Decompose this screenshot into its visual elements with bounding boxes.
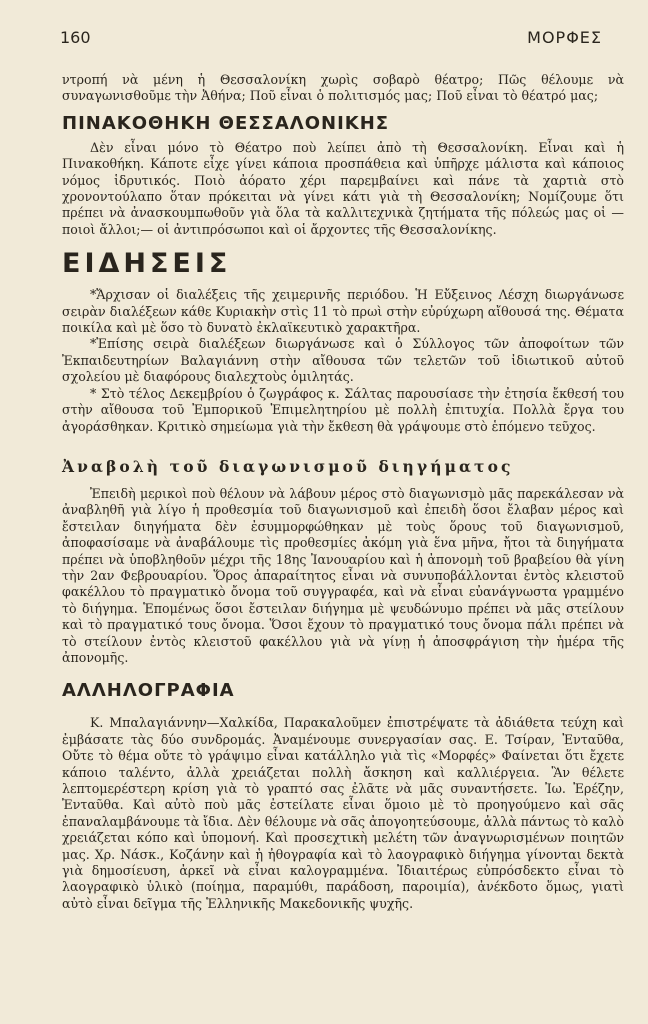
anavoli-heading: Ἀναβολὴ τοῦ διαγωνισμοῦ διηγήματος — [62, 456, 514, 476]
eidiseis-heading: ΕΙΔΗΣΕΙΣ — [62, 248, 232, 280]
news-item-lectures: *Ἄρχισαν οἱ διαλέξεις τῆς χειμερινῆς περιόδου. Ἡ Εὔξεινος Λέσχη διωργάνωσε σειρὰν διαλέξεων κάθε Κυριακὴν στὶς 11 τὸ πρωὶ στὴν εὐρύχωρη αἴθουσά της. Θέματα ποικίλα καὶ μὲ ὅσο τὸ δυνατὸ ἐκλαϊκευτικὸ χαρακτῆρα. — [62, 287, 624, 336]
page-header — [0, 28, 648, 50]
pinakothiki-heading: ΠΙΝΑΚΟΘΗΚΗ ΘΕΣΣΑΛΟΝΙΚΗΣ — [62, 112, 390, 134]
news-item-exhibition: * Στὸ τέλος Δεκεμβρίου ὁ ζωγράφος κ. Σάλτας παρουσίασε τὴν ἐτησία ἔκθεσή του στὴν αἴθουσα τοῦ Ἐμπορικοῦ Ἐπιμελητηρίου μὲ πολλὴ ἐπιτυχία. Πολλὰ ἔργα του ἀγοράσθηκαν. Κριτικὸ σημείωμα γιὰ τὴν ἔκθεση θὰ γράψουμε στὸ ἑπόμενο τεῦχος. — [62, 385, 624, 434]
pinakothiki-paragraph: Δὲν εἶναι μόνο τὸ Θέατρο ποὺ λείπει ἀπὸ τὴ Θεσσαλονίκη. Εἶναι καὶ ἡ Πινακοθήκη. Κάποτε εἶχε γίνει κάποια προσπάθεια καὶ ὑπῆρχε μάλιστα καὶ κάποιος νόμος ἱδρυτικός. Ποιὸ ἀόρατο χέρι παρεμβαίνει καὶ πάνε τὰ χαρτιὰ στὸ χρονοντούλαπο ὅταν πρόκειται νὰ γίνει κάτι γιὰ τὴ Θεσσαλονίκη; Νομίζουμε ὅτι πρέπει νὰ ἀνασκουμπωθοῦν γιὰ ὅλα τὰ καλλιτεχνικὰ ζητήματα τῆς πόλεώς μας οἱ —ποιοὶ ἄλλοι;— οἱ ἀντιπρόσωποι καὶ οἱ ἄρχοντες τῆς Θεσσαλονίκης. — [62, 139, 624, 237]
journal-name: ΜΟΡΦΕΣ — [527, 28, 602, 47]
allilografia-heading: ΑΛΛΗΛΟΓΡΑΦΙΑ — [62, 680, 235, 702]
intro-paragraph: ντροπή νὰ μένη ἡ Θεσσαλονίκη χωρὶς σοβαρὸ θέατρο; Πῶς θέλουμε νὰ συναγωνισθοῦμε τὴν Ἀθήνα; Ποῦ εἶναι ὁ πολιτισμός μας; Ποῦ εἶναι τὸ θέατρό μας; — [62, 72, 624, 104]
page-content — [62, 72, 624, 912]
anavoli-paragraph: Ἐπειδὴ μερικοὶ ποὺ θέλουν νὰ λάβουν μέρος στὸ διαγωνισμὸ μᾶς παρεκάλεσαν νὰ ἀναβληθῆ γιὰ λίγο ἡ προθεσμία τοῦ διαγωνισμοῦ καὶ ἐπειδὴ ὅσοι ἔλαβαν μέρος καὶ ἔστειλαν διηγήματα δὲν ἐσυμμορφώθηκαν μὲ τοὺς ὅρους τοῦ διαγωνισμοῦ, ἀποφασίσαμε νὰ ἀναβάλουμε τὶς προθεσμίες ἀκόμη γιὰ ἕνα μῆνα, ἤτοι τὰ διηγήματα πρέπει νὰ ὑποβληθοῦν μέχρι τῆς 18ης Ἰανουαρίου καὶ ἡ ἀπονομὴ τοῦ βραβείου θὰ γίνη τὴν 2αν Φεβρουαρίου. Ὅρος ἀπαραίτητος εἶναι νὰ συνυποβάλλονται ἐντὸς κλειστοῦ φακέλλου τὸ πραγματικὸ ὄνομα τοῦ συγγραφέα, καὶ νὰ εἶναι εὐανάγνωστα γραμμένο τὸ διήγημα. Ἑπομένως ὅσοι ἔστειλαν διήγημα μὲ ψευδώνυμο πρέπει νὰ μᾶς στείλουν καὶ τὸ πραγματικό τους ὄνομα. Ὅσοι ἔχουν τὸ πραγματικό τους ὄνομα πάλι πρέπει νὰ τὸ στείλουν ἐντὸς κλειστοῦ φακέλλου γιὰ νὰ γίνῃ ἡ ἀποσφράγιση τὴν ἡμέρα τῆς ἀπονομῆς. — [62, 485, 624, 665]
allilografia-paragraph: Κ. Μπαλαγιάννην—Χαλκίδα, Παρακαλοῦμεν ἐπιστρέψατε τὰ ἀδιάθετα τεύχη καὶ ἐμβάσατε τὰς δύο συνδρομάς. Ἀναμένουμε συνεργασίαν σας. Ε. Τσίραν, Ἐνταῦθα, Οὔτε τὸ θέμα οὔτε τὸ γράψιμο εἶναι κατάλληλο γιὰ τὶς «Μορφές» Φαίνεται ὅτι ἔχετε κάποιο ταλέντο, ἀλλὰ χρειάζεται πολλὴ ἄσκηση καὶ καλλιέργεια. Ἂν θέλετε λεπτομερέστερη κρίση γιὰ τὸ γραπτό σας ἐλᾶτε νὰ μᾶς συναντήσετε. Ἰω. Ἐρέζην, Ἐνταῦθα. Καὶ αὐτὸ ποὺ μᾶς ἐστείλατε εἶναι ὅμοιο μὲ τὸ προηγούμενο καὶ σᾶς ἐπαναλαμβάνουμε τὰ ἴδια. Δὲν θέλουμε νὰ σᾶς ἀπογοητεύσουμε, ἀλλὰ πάντως τὸ καλὸ χρειάζεται κόπο καὶ ὑπομονή. Καὶ προσεχτικὴ μελέτη τῶν ἀναγνωρισμένων ποιητῶν μας. Χρ. Νάσκ., Κοζάνην καὶ ἡ ἠθογραφία καὶ τὸ λαογραφικὸ διήγημα γίνονται δεκτὰ γιὰ δημοσίευση, ἀρκεῖ νὰ εἶναι καλογραμμένα. Ἰδιαιτέρως εὐπρόσδεκτο εἶναι τὸ λαογραφικὸ ὑλικὸ (ποίημα, παραμύθι, παράδοση, παροιμία), ἀνέκδοτο ὅμως, γιατὶ αὐτὸ εἶναι δεῖγμα τῆς Ἑλληνικῆς Μακεδονικῆς ψυχῆς. — [62, 715, 624, 911]
page-number: 160 — [60, 28, 91, 47]
news-item-alumni: *Ἐπίσης σειρὰ διαλέξεων διωργάνωσε καὶ ὁ Σύλλογος τῶν ἀποφοίτων τῶν Ἐκπαιδευτηρίων Βαλαγιάννη στὴν αἴθουσα τῶν τελετῶν τοῦ ἰδιωτικοῦ αὐτοῦ σχολείου μὲ διαφόρους διαλεχτοὺς ὁμιλητάς. — [62, 336, 624, 385]
